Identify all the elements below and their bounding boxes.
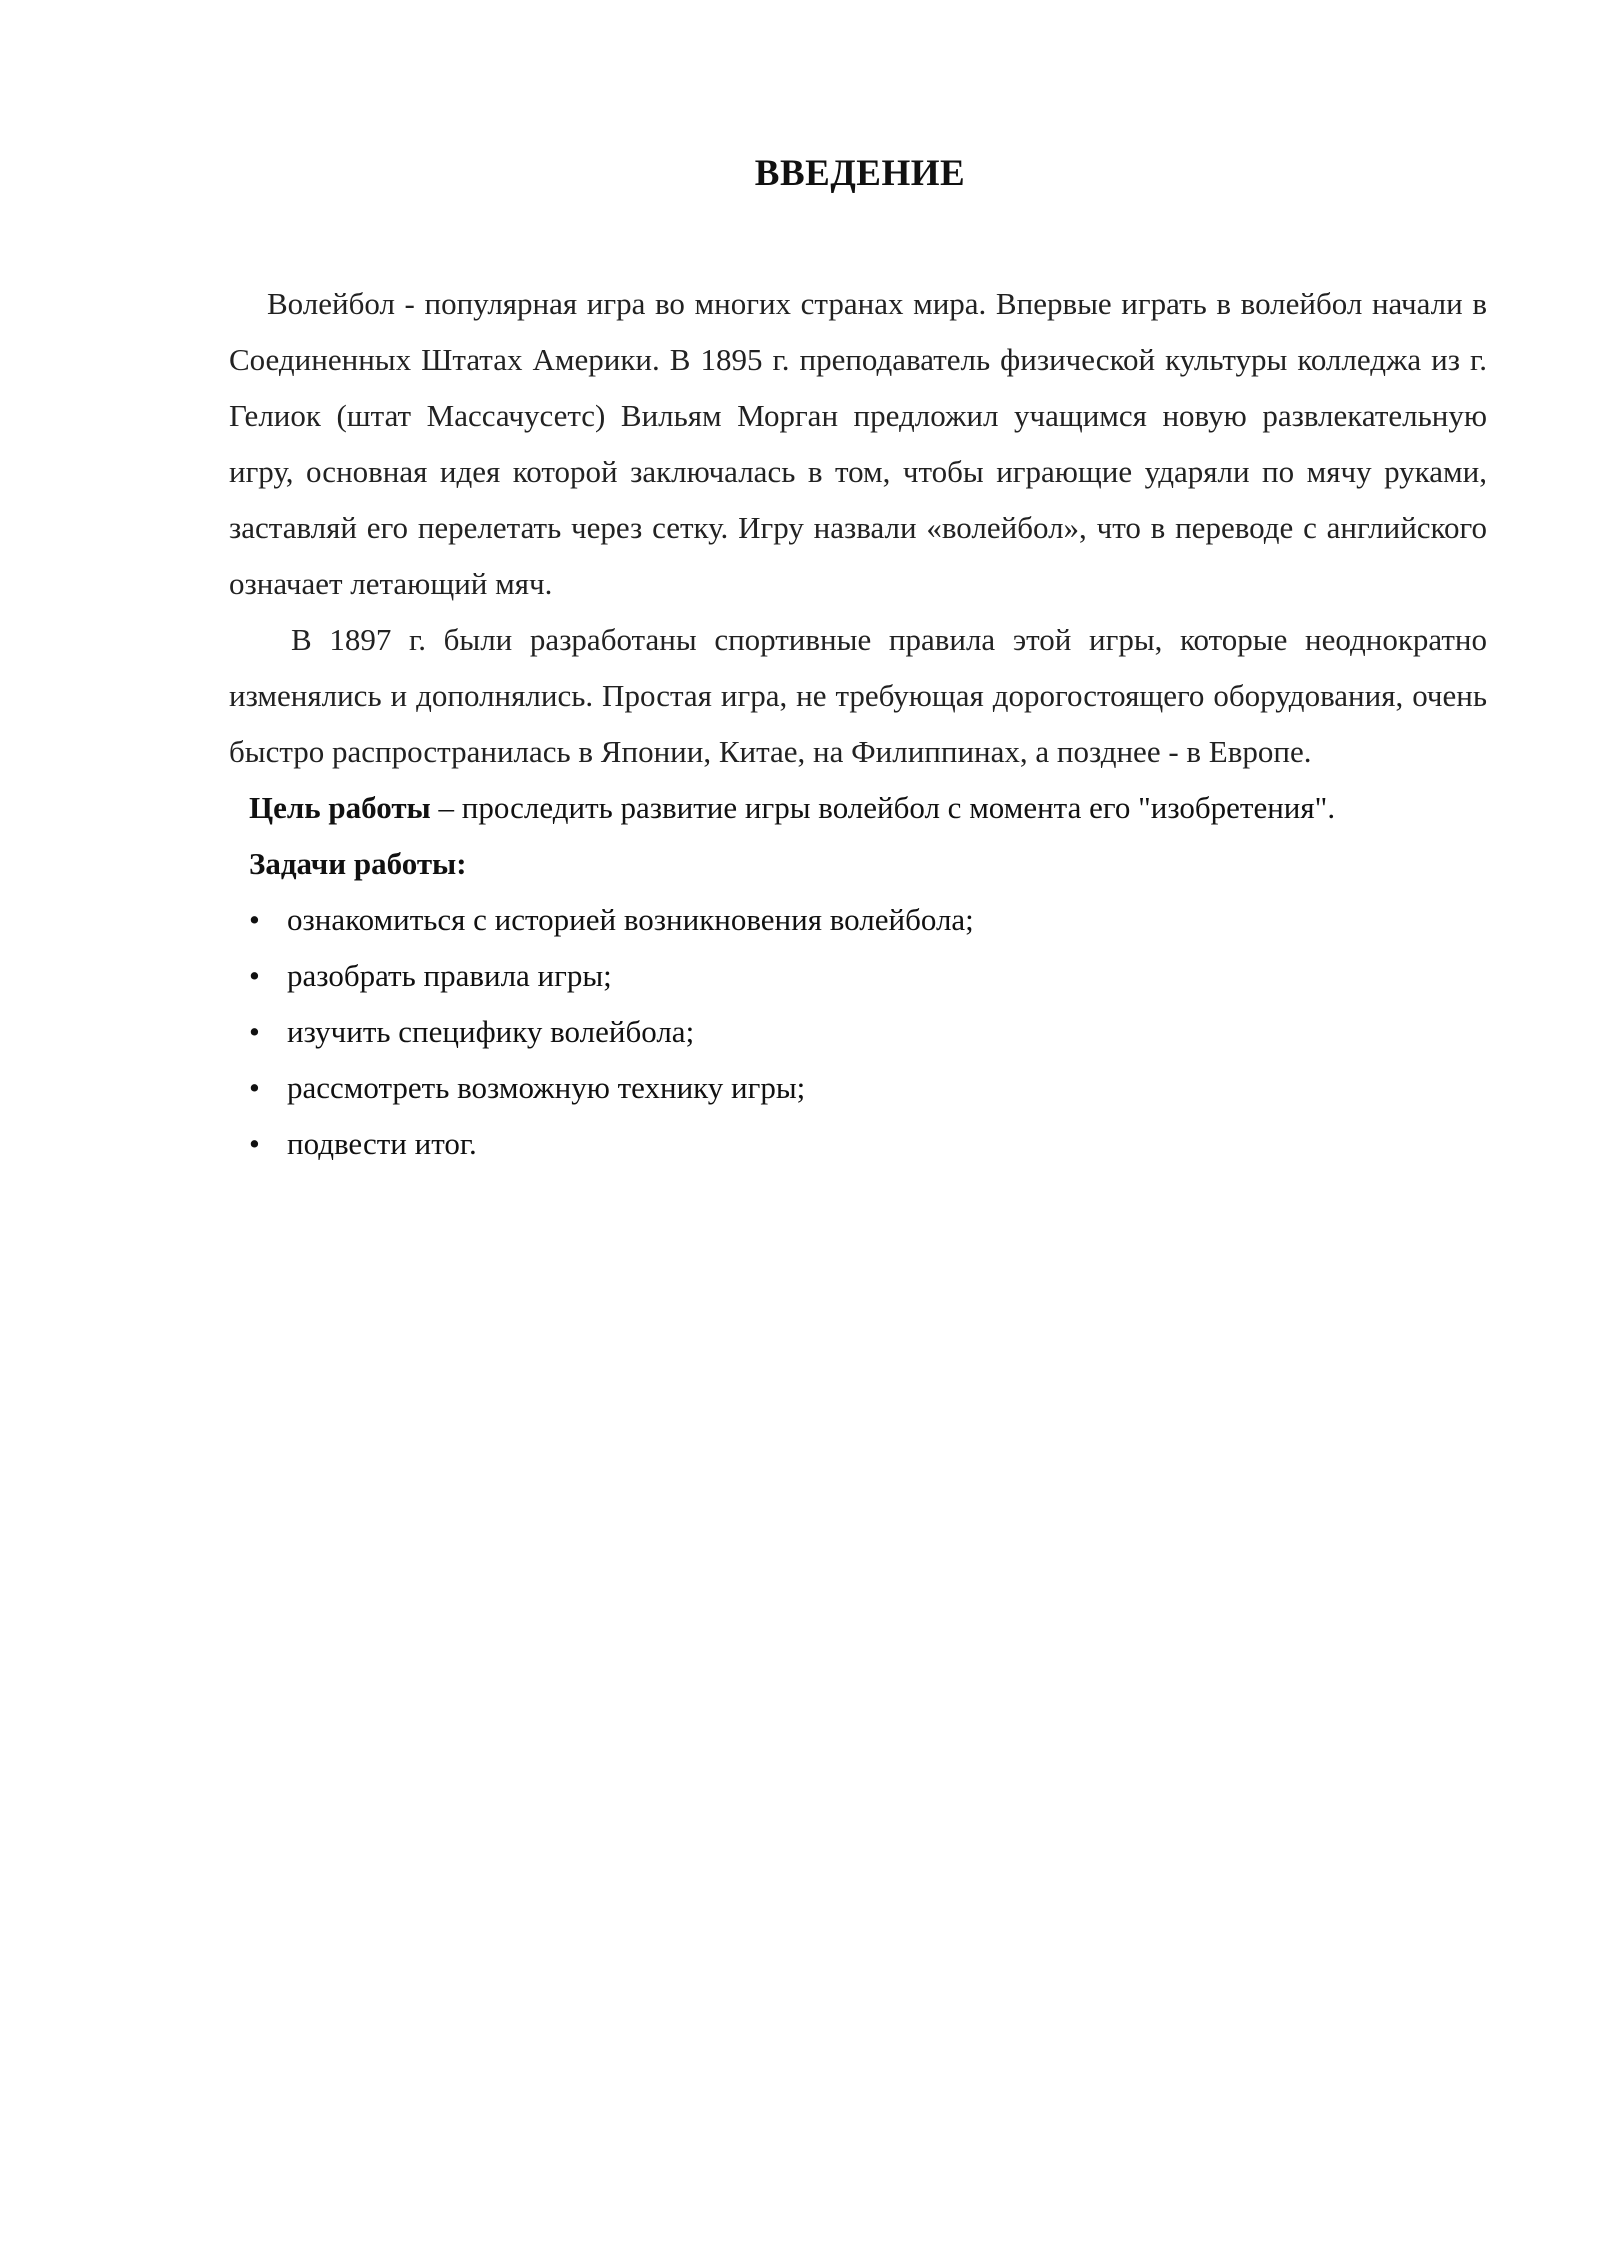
bullet-icon: • [249,902,260,937]
task-text: подвести итог. [287,1126,477,1161]
list-item [229,1116,1487,1172]
list-item [229,1060,1487,1116]
bullet-icon: • [249,1126,260,1161]
bullet-icon: • [249,958,260,993]
tasks-heading: Задачи работы: [249,846,467,881]
paragraph-rules: В 1897 г. были разработаны спортивные правила этой игры, которые неоднократно изменялись и дополнялись. Простая игра, не требующая дорогостоящего оборудования, очень быстро распространилась в Японии, Китае, на Филиппинах, а позднее - в Европе. [229,622,1487,769]
paragraph-history: Волейбол - популярная игра во многих странах мира. Впервые играть в волейбол начали в Соединенных Штатах Америки. В 1895 г. преподаватель физической культуры колледжа из г. Гелиок (штат Массачусетс) Вильям Морган предложил учащимся новую развлекательную игру, основная идея которой заключалась в том, чтобы играющие ударяли по мячу руками, заставляй его перелетать через сетку. Игру назвали «волейбол», что в переводе с английского означает летающий мяч. [229,286,1487,601]
list-item [229,948,1487,1004]
task-text: разобрать правила игры; [287,958,612,993]
list-item [229,892,1487,948]
goal-text: – проследить развитие игры волейбол с момента его "изобретения". [430,790,1336,825]
tasks-list [229,892,1487,1172]
goal-statement [229,780,1487,836]
task-text: рассмотреть возможную технику игры; [287,1070,806,1105]
bullet-icon: • [249,1014,260,1049]
bullet-icon: • [249,1070,260,1105]
page-title: ВВЕДЕНИЕ [754,153,966,194]
document-body [229,276,1487,1172]
list-item [229,1004,1487,1060]
task-text: ознакомиться с историей возникновения волейбола; [287,902,974,937]
task-text: изучить специфику волейбола; [287,1014,695,1049]
goal-label: Цель работы [249,790,431,825]
